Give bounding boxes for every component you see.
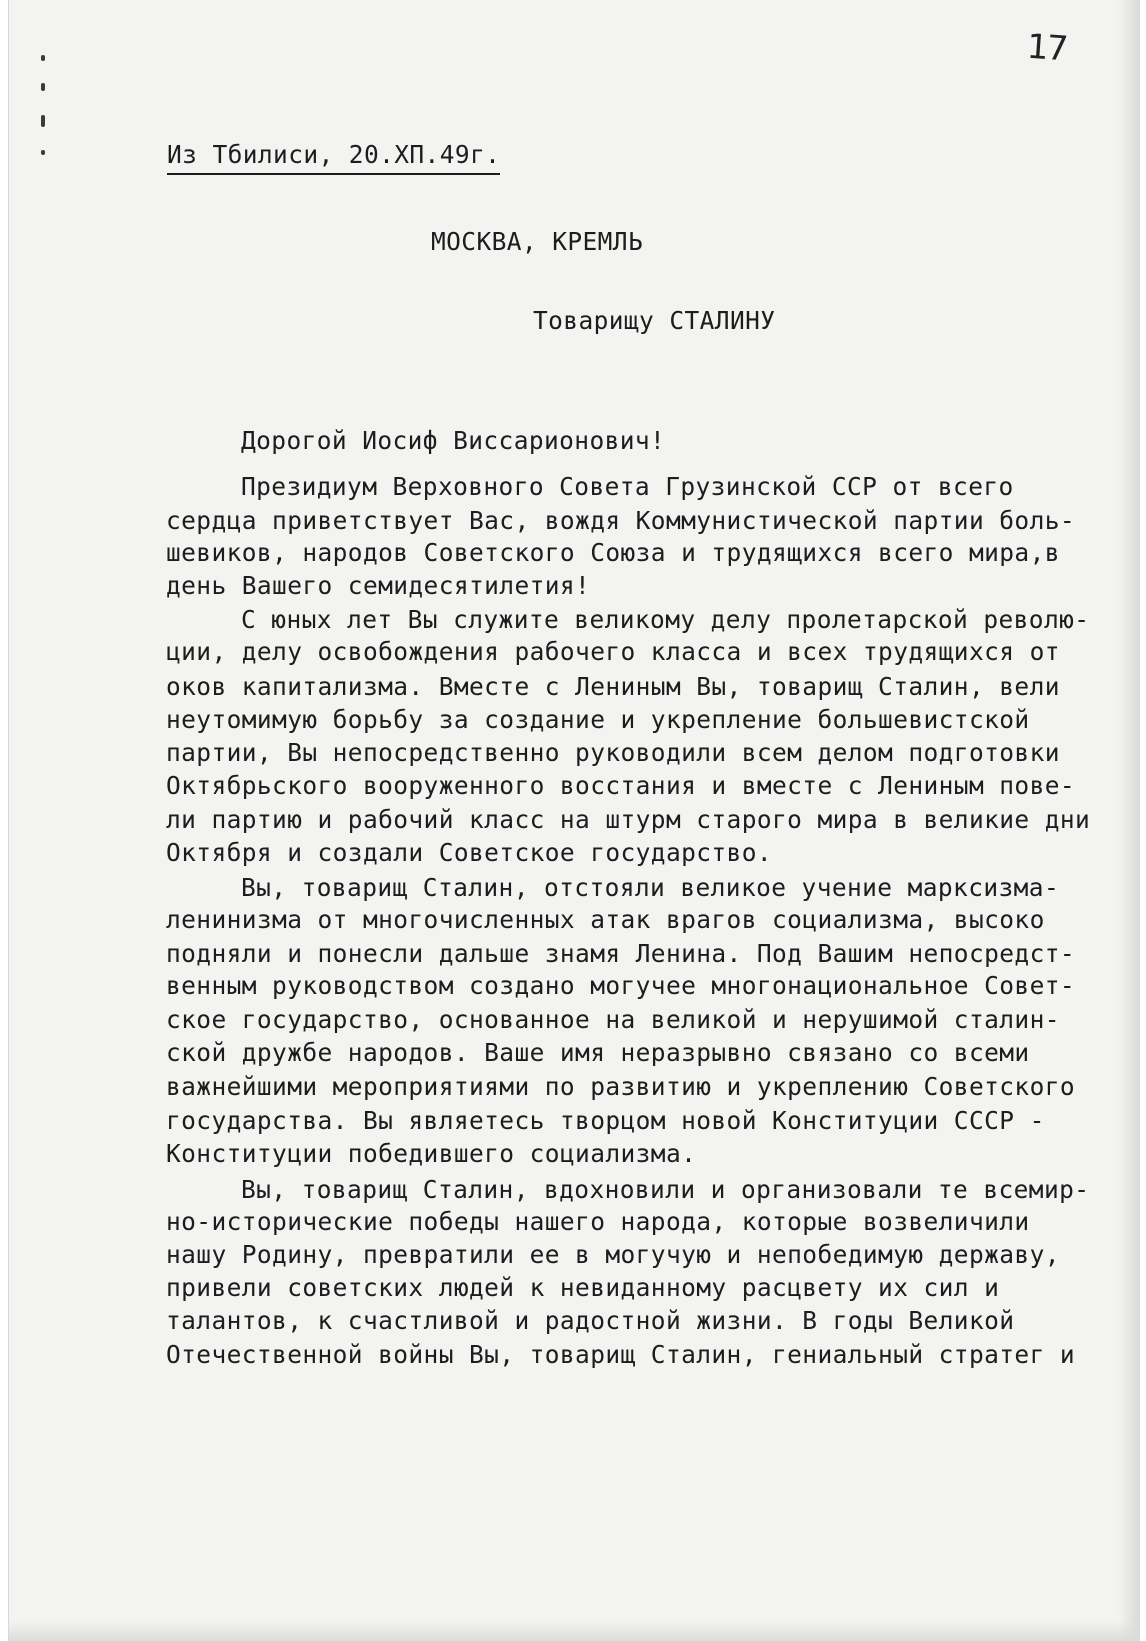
body-line: Президиум Верховного Совета Грузинской ССР от всего xyxy=(241,472,1014,501)
body-line: государства. Вы являетесь творцом новой Конституции СССР - xyxy=(166,1106,1045,1135)
address-line-1: МОСКВА, КРЕМЛЬ xyxy=(431,227,644,256)
body-line: ское государство, основанное на великой и нерушимой сталин- xyxy=(166,1005,1060,1034)
body-line: подняли и понесли дальше знамя Ленина. Под Вашим непосредст- xyxy=(166,939,1076,968)
address-line-2: Товарищу СТАЛИНУ xyxy=(533,306,776,335)
body-line: Октября и создали Советское государство. xyxy=(166,838,773,867)
body-line: неутомимую борьбу за создание и укрепление большевистской xyxy=(166,705,1030,734)
body-line: сердца приветствует Вас, вождя Коммунистической партии боль- xyxy=(166,506,1076,535)
body-line: ции, делу освобождения рабочего класса и всех трудящихся от xyxy=(166,637,1060,666)
body-line: важнейшими мероприятиями по развитию и укреплению Советского xyxy=(166,1072,1076,1101)
binding-hole xyxy=(41,115,45,127)
binding-hole xyxy=(41,55,45,61)
body-line: Конституции победившего социализма. xyxy=(166,1139,697,1168)
binding-hole xyxy=(41,83,45,91)
body-line: Вы, товарищ Сталин, вдохновили и организовали те всемир- xyxy=(241,1175,1090,1204)
salutation: Дорогой Иосиф Виссарионович! xyxy=(241,426,666,455)
body-line: шевиков, народов Советского Союза и трудящихся всего мира,в xyxy=(166,538,1060,567)
body-line: день Вашего семидесятилетия! xyxy=(166,571,591,600)
body-line: Отечественной войны Вы, товарищ Сталин, гениальный стратег и xyxy=(166,1340,1076,1369)
page-bottom-shadow xyxy=(9,1621,1140,1641)
body-line: ленинизма от многочисленных атак врагов социализма, высоко xyxy=(166,905,1045,934)
body-line: ской дружбе народов. Ваше имя неразрывно связано со всеми xyxy=(166,1038,1030,1067)
place-and-date: Из Тбилиси, 20.ХП.49г. xyxy=(167,140,500,175)
body-line: нашу Родину, превратили ее в могучую и непобедимую державу, xyxy=(166,1240,1060,1269)
body-line: Октябрьского вооруженного восстания и вместе с Лениным пове- xyxy=(166,771,1076,800)
body-line: оков капитализма. Вместе с Лениным Вы, товарищ Сталин, вели xyxy=(166,672,1060,701)
binding-hole xyxy=(41,150,45,155)
body-line: Вы, товарищ Сталин, отстояли великое учение марксизма- xyxy=(241,873,1060,902)
body-line: привели советских людей к невиданному расцвету их сил и xyxy=(166,1273,1000,1302)
body-line: партии, Вы непосредственно руководили всем делом подготовки xyxy=(166,738,1060,767)
body-line: венным руководством создано могучее многонациональное Совет- xyxy=(166,971,1076,1000)
letter-page xyxy=(8,0,1140,1641)
binding-holes xyxy=(39,55,49,165)
handwritten-page-number: 17 xyxy=(1025,26,1068,70)
page-edge-shadow xyxy=(1118,0,1140,1641)
body-line: талантов, к счастливой и радостной жизни. В годы Великой xyxy=(166,1306,1015,1335)
body-line: но-исторические победы нашего народа, которые возвеличили xyxy=(166,1207,1030,1236)
body-line: ли партию и рабочий класс на штурм старого мира в великие дни xyxy=(166,805,1091,834)
body-line: С юных лет Вы служите великому делу пролетарской револю- xyxy=(241,605,1090,634)
